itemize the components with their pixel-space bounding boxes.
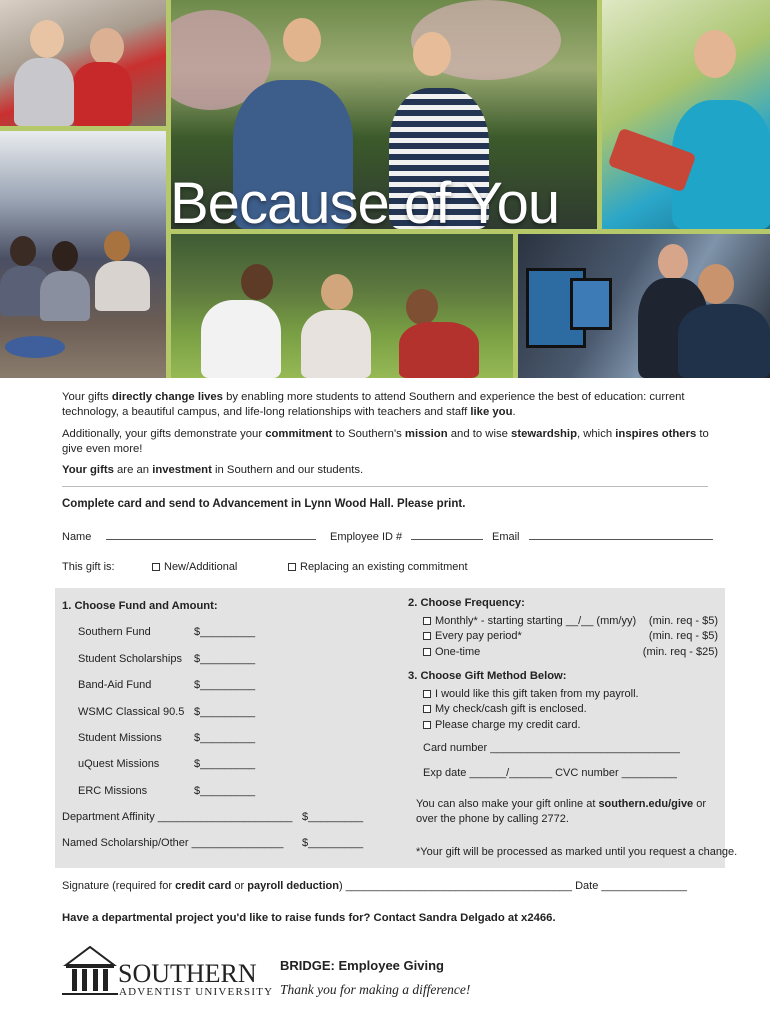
fund-label: Student Missions <box>78 732 162 744</box>
fund-label: Southern Fund <box>78 626 151 638</box>
photo-outdoor-students <box>171 234 513 378</box>
intro-paragraph-1: Your gifts directly change lives by enabling more students to attend Southern and experience the best of education: current technology, a beautiful campus, and life-long relationships with teachers and staff like you. <box>62 391 685 418</box>
one-time-checkbox[interactable] <box>423 648 431 656</box>
fund-amount-field[interactable]: $_________ <box>194 706 256 718</box>
employee-id-row <box>330 530 483 543</box>
fund-label: Band-Aid Fund <box>78 679 152 691</box>
form-instructions: Complete card and send to Advancement in Lynn Wood Hall. Please print. <box>62 498 466 510</box>
logo-southern-text: SOUTHERN <box>118 959 257 988</box>
payroll-option[interactable]: I would like this gift taken from my payroll. <box>423 688 639 700</box>
check-checkbox[interactable] <box>423 705 431 713</box>
photo-reading-student <box>602 0 770 229</box>
fund-amount-field[interactable]: $_________ <box>194 626 256 638</box>
check-option[interactable]: My check/cash gift is enclosed. <box>423 703 587 715</box>
gift-form-panel <box>55 588 725 868</box>
credit-option[interactable]: Please charge my credit card. <box>423 719 581 731</box>
gift-type-label: This gift is: <box>62 561 115 573</box>
thank-you-text: Thank you for making a difference! <box>280 982 471 997</box>
intro-paragraph-2: Additionally, your gifts demonstrate your commitment to Southern's mission and to wise stewardship, which inspires others to give even more! <box>62 428 709 455</box>
fund-amount-field[interactable]: $_________ <box>194 732 256 744</box>
new-additional-checkbox[interactable] <box>152 563 160 571</box>
email-field[interactable] <box>529 530 713 540</box>
name-field[interactable] <box>106 530 316 540</box>
processing-note: *Your gift will be processed as marked until you request a change. <box>416 846 738 858</box>
signature-row[interactable]: Signature (required for credit card or payroll deduction) _____________________________________ Date ______________ <box>62 880 688 892</box>
logo-adventist-text: ADVENTIST UNIVERSITY <box>119 986 274 998</box>
new-additional-option[interactable]: New/Additional <box>152 561 237 573</box>
online-giving-note: You can also make your gift online at southern.edu/give or <box>416 798 707 810</box>
one-time-option[interactable]: One-time <box>423 646 480 658</box>
monthly-option[interactable]: Monthly* - starting starting __/__ (mm/yy) <box>423 615 636 627</box>
replacing-checkbox[interactable] <box>288 563 296 571</box>
fund-amount-field[interactable]: $_________ <box>194 758 256 770</box>
fund-amount-field[interactable]: $_________ <box>194 785 256 797</box>
pay-period-option[interactable]: Every pay period* <box>423 630 522 642</box>
fund-amount-field[interactable]: $_________ <box>194 679 256 691</box>
photo-dorm-students <box>0 131 166 378</box>
fund-label: uQuest Missions <box>78 758 160 770</box>
columns-logo-icon <box>62 945 118 999</box>
divider <box>62 486 708 487</box>
fund-amount-field[interactable]: $_________ <box>194 653 256 665</box>
bridge-title: BRIDGE: Employee Giving <box>280 958 444 973</box>
monthly-min-req: (min. req - $5) <box>648 615 718 627</box>
project-contact: Have a departmental project you'd like to raise funds for? Contact Sandra Delgado at x2466. <box>62 912 556 924</box>
monthly-checkbox[interactable] <box>423 617 431 625</box>
employee-id-field[interactable] <box>411 530 483 540</box>
gift-method-heading: 3. Choose Gift Method Below: <box>408 670 567 682</box>
photo-collage <box>0 0 770 378</box>
exp-cvc-field[interactable]: Exp date ______/_______ CVC number _________ <box>423 767 677 779</box>
credit-checkbox[interactable] <box>423 721 431 729</box>
fund-label: ERC Missions <box>78 785 148 797</box>
intro-paragraph-3: Your gifts are an investment in Southern and our students. <box>62 464 364 476</box>
frequency-heading: 2. Choose Frequency: <box>408 597 525 609</box>
name-row <box>62 530 316 543</box>
name-label: Name <box>62 531 92 543</box>
phone-giving-note: over the phone by calling 2772. <box>416 813 569 825</box>
department-amount-field[interactable]: $_________ <box>302 811 364 823</box>
fund-label: WSMC Classical 90.5 <box>78 706 185 718</box>
employee-id-label: Employee ID # <box>330 531 403 543</box>
one-time-min-req: (min. req - $25) <box>642 646 718 658</box>
pay-period-checkbox[interactable] <box>423 632 431 640</box>
department-affinity-field[interactable]: Department Affinity ______________________ <box>62 811 293 823</box>
fund-label: Student Scholarships <box>78 653 182 665</box>
pay-period-min-req: (min. req - $5) <box>648 630 718 642</box>
named-scholarship-amount-field[interactable]: $_________ <box>302 837 364 849</box>
photo-lab-students <box>0 0 166 126</box>
payroll-checkbox[interactable] <box>423 690 431 698</box>
card-number-field[interactable]: Card number _______________________________ <box>423 742 680 754</box>
page-title: Because of You <box>170 171 560 236</box>
university-logo <box>62 945 274 1001</box>
email-label: Email <box>492 531 520 543</box>
email-row <box>492 530 713 543</box>
replacing-option[interactable]: Replacing an existing commitment <box>288 561 468 573</box>
photo-computer-lab <box>518 234 770 378</box>
fund-heading: 1. Choose Fund and Amount: <box>62 600 218 612</box>
named-scholarship-field[interactable]: Named Scholarship/Other _______________ <box>62 837 284 849</box>
